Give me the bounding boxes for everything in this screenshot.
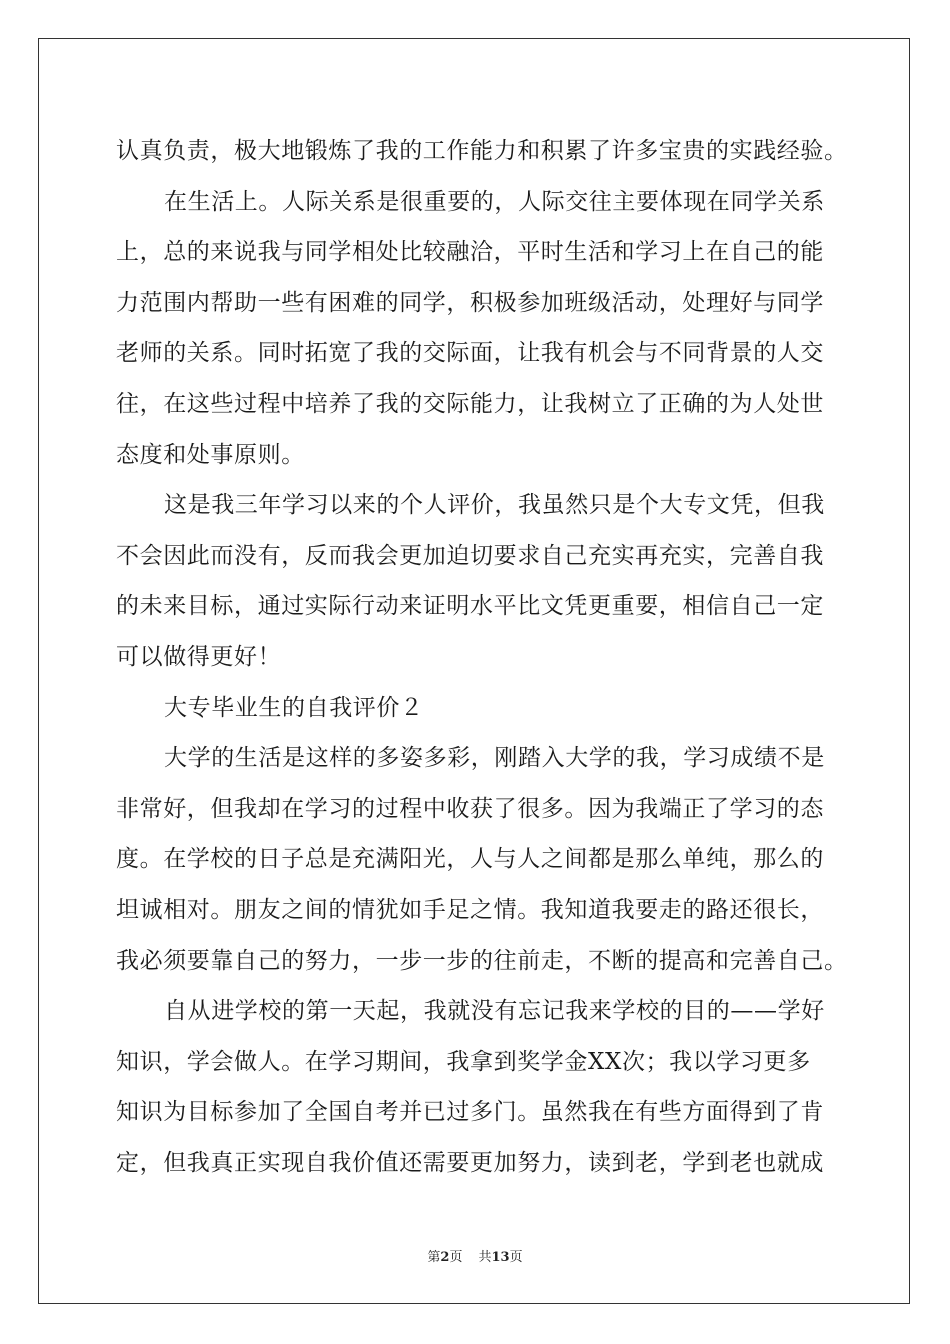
page-footer (0, 1246, 950, 1265)
text-line: 坦诚相对。朋友之间的情犹如手足之情。我知道我要走的路还很长， (116, 896, 824, 923)
total-suffix: 页 (509, 1250, 523, 1265)
total-prefix: 共 (478, 1250, 492, 1265)
text-line: 度。在学校的日子总是充满阳光，人与人之间都是那么单纯，那么的 (116, 846, 824, 873)
text-line: 我必须要靠自己的努力，一步一步的往前走，不断的提高和完善自己。 (116, 947, 848, 974)
text-line: 这是我三年学习以来的个人评价，我虽然只是个大专文凭，但我 (164, 492, 825, 519)
page-suffix: 页 (449, 1250, 463, 1265)
text-line: 非常好，但我却在学习的过程中收获了很多。因为我端正了学习的态 (116, 795, 824, 822)
text-line: 大学的生活是这样的多姿多彩，刚踏入大学的我，学习成绩不是 (164, 745, 825, 772)
page-number: 2 (440, 1250, 450, 1265)
text-line: 可以做得更好！ (116, 643, 282, 670)
text-line: 知识，学会做人。在学习期间，我拿到奖学金XX次；我以学习更多 (116, 1048, 811, 1075)
text-line: 老师的关系。同时拓宽了我的交际面，让我有机会与不同背景的人交 (116, 340, 824, 367)
text-line: 上，总的来说我与同学相处比较融洽，平时生活和学习上在自己的能 (116, 239, 824, 266)
text-line: 力范围内帮助一些有困难的同学，积极参加班级活动，处理好与同学 (116, 289, 824, 316)
text-line: 知识为目标参加了全国自考并已过多门。虽然我在有些方面得到了肯 (116, 1099, 824, 1126)
text-line: 认真负责，极大地锻炼了我的工作能力和积累了许多宝贵的实践经验。 (116, 138, 848, 164)
page-prefix: 第 (427, 1250, 441, 1265)
section-heading: 大专毕业生的自我评价２ (164, 694, 424, 721)
document-body (116, 126, 848, 1188)
total-pages: 13 (491, 1250, 510, 1265)
text-line: 自从进学校的第一天起，我就没有忘记我来学校的目的——学好 (164, 998, 825, 1025)
text-line: 定，但我真正实现自我价值还需要更加努力，读到老，学到老也就成 (116, 1149, 824, 1176)
text-line: 往，在这些过程中培养了我的交际能力，让我树立了正确的为人处世 (116, 390, 824, 417)
text-line: 的未来目标，通过实际行动来证明水平比文凭更重要，相信自己一定 (116, 593, 824, 620)
text-line: 不会因此而没有，反而我会更加迫切要求自己充实再充实，完善自我 (116, 542, 824, 569)
text-line: 在生活上。人际关系是很重要的，人际交往主要体现在同学关系 (164, 188, 825, 215)
text-line: 态度和处事原则。 (116, 441, 305, 468)
